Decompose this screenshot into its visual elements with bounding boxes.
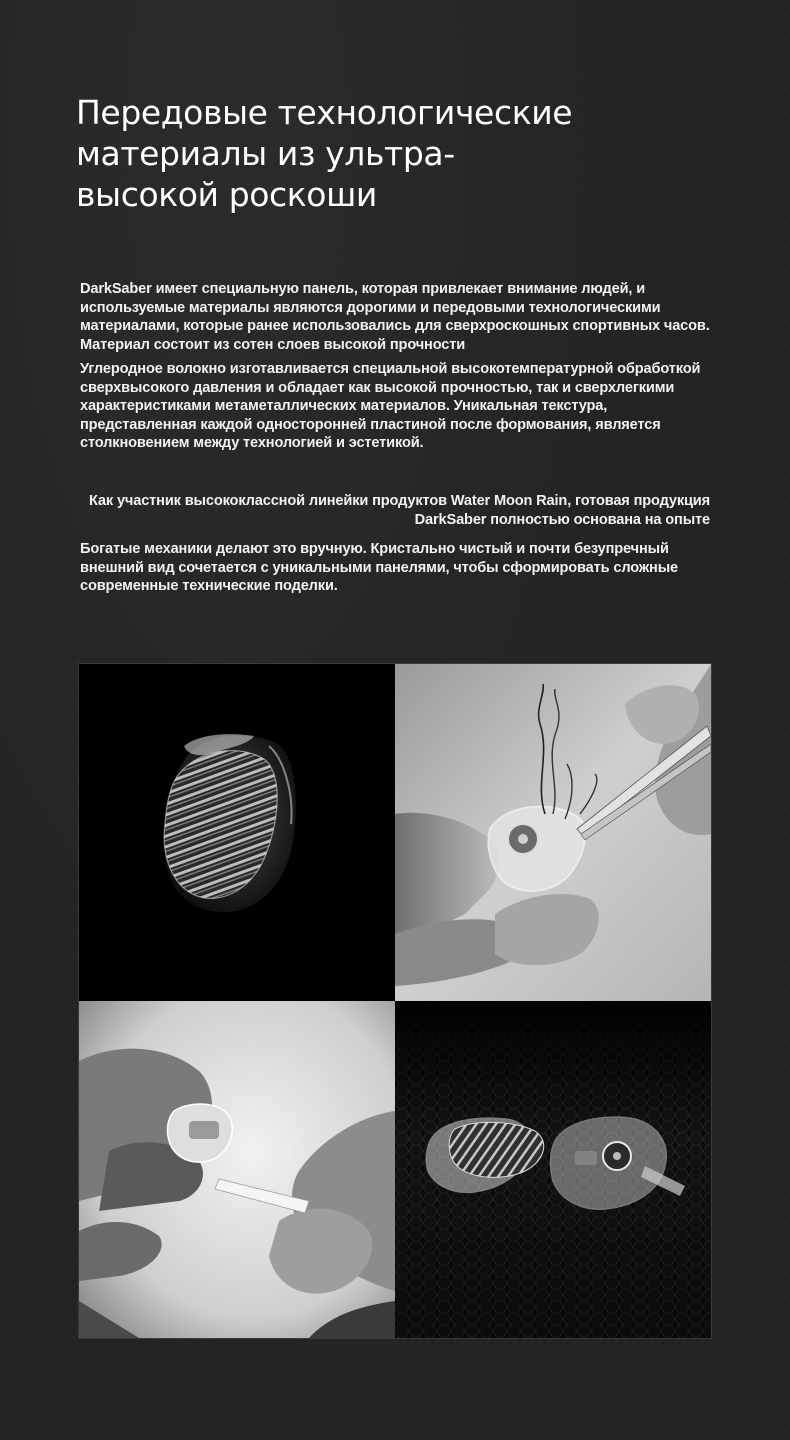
image-gallery (79, 664, 711, 1338)
paragraph-carbon-fiber: Углеродное волокно изготавливается специальной высокотемпературной обработкой сверхвысокого давления и обладает как высокой прочностью, так и сверхлегкими характеристиками метаметаллических материалов. Уникальная текстура, представленная каждой односторонней пластиной после формования, является столкновением между технологией и эстетикой. (80, 361, 701, 451)
paragraph-panel-materials: DarkSaber имеет специальную панель, которая привлекает внимание людей, и используемые материалы являются дорогими и передовыми технологическими материалами, которые ранее использовались для сверхроскошных спортивных часов. Материал состоит из сотен слоев высокой прочности (80, 281, 710, 353)
page-title: Передовые технологические материалы из ультра-высокой роскоши (76, 93, 573, 214)
paragraph-product-line: Как участник высококлассной линейки продуктов Water Moon Rain, готовая продукция DarkSaber полностью основана на опыте (89, 493, 710, 528)
damascus-earphone-image (79, 664, 395, 1001)
paragraph-handmade: Богатые механики делают это вручную. Кристально чистый и почти безупречный внешний вид сочетается с уникальными панелями, чтобы сформировать сложные современные технические поделки. (80, 541, 678, 594)
hand-polishing-image (79, 1001, 395, 1338)
tweezers-assembly-image (395, 664, 711, 1001)
earphone-pair-image (395, 1001, 711, 1338)
